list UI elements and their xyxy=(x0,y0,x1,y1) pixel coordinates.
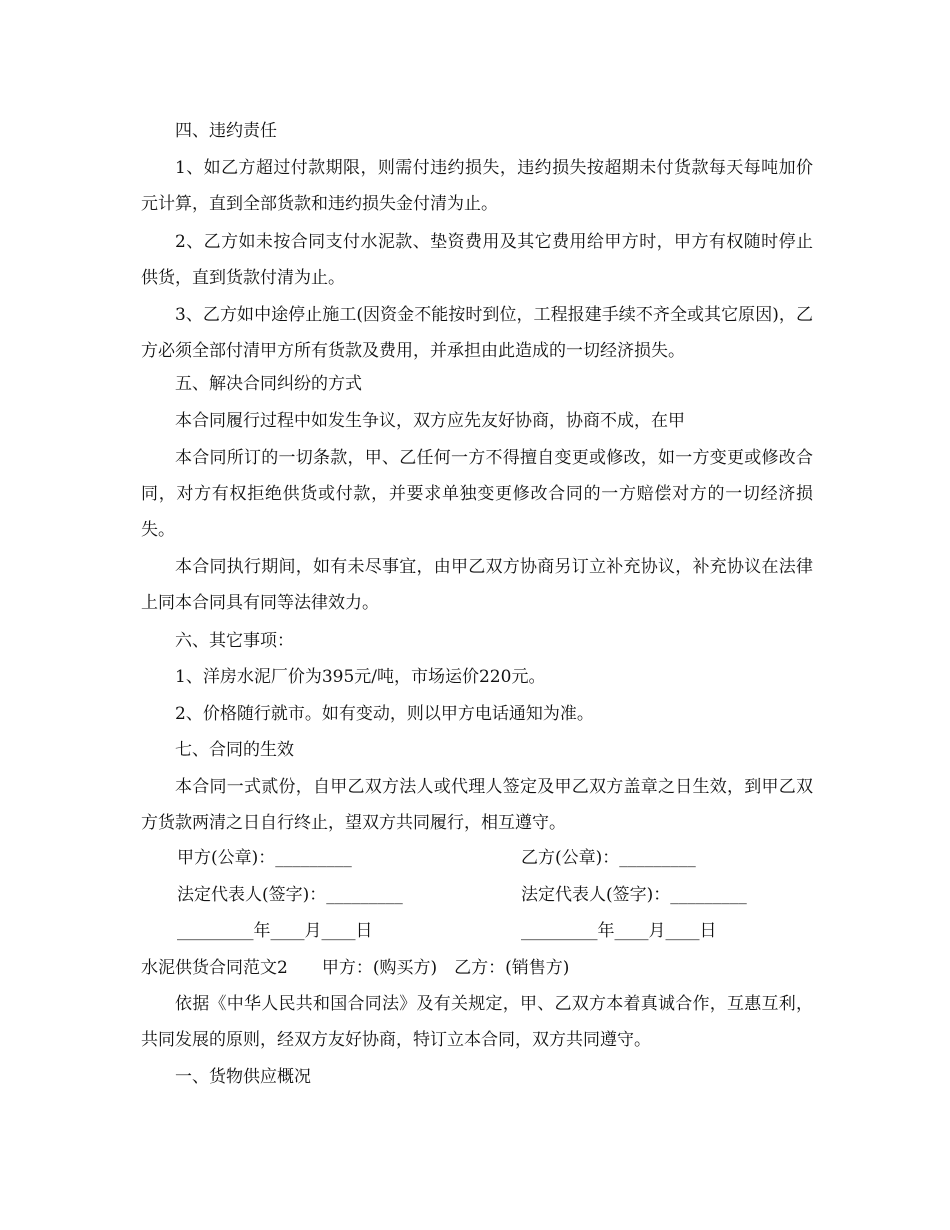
clause-paragraph: 1、洋房水泥厂价为395元/吨，市场运价220元。 xyxy=(175,667,546,687)
clause-paragraph: 本合同执行期间，如有未尽事宜，由甲乙双方协商另订立补充协议，补充协议在法律上同本合同具有同等法律效力。 xyxy=(141,557,813,613)
clause-paragraph: 2、乙方如未按合同支付水泥款、垫资费用及其它费用给甲方时，甲方有权随时停止供货，直到货款付清为止。 xyxy=(141,232,813,288)
contract-2-header: 水泥供货合同范文2 甲方：(购买方) 乙方：(销售方) xyxy=(141,958,570,978)
clause-paragraph: 本合同履行过程中如发生争议，双方应先友好协商，协商不成，在甲 xyxy=(175,411,685,431)
clause-paragraph: 1、如乙方超过付款期限，则需付违约损失，违约损失按超期未付货款每天每吨加价 元计算，直到全部货款和违约损失金付清为止。 xyxy=(141,158,813,214)
party-a-representative-field: 法定代表人(签字)：_________ xyxy=(177,885,403,905)
party-a-seal-field: 甲方(公章)：_________ xyxy=(177,848,352,868)
section-heading-breach: 四、违约责任 xyxy=(175,121,277,141)
party-b-seal-field: 乙方(公章)：_________ xyxy=(521,848,696,868)
clause-paragraph: 2、价格随行就市。如有变动，则以甲方电话通知为准。 xyxy=(175,704,594,724)
section-heading-disputes: 五、解决合同纠纷的方式 xyxy=(175,374,362,394)
party-b-representative-field: 法定代表人(签字)：_________ xyxy=(521,885,747,905)
section-heading-effect: 七、合同的生效 xyxy=(175,740,294,760)
section-heading-supply: 一、货物供应概况 xyxy=(175,1067,311,1087)
section-heading-other: 六、其它事项： xyxy=(175,631,294,651)
clause-paragraph: 3、乙方如中途停止施工(因资金不能按时到位，工程报建手续不齐全或其它原因)，乙方必须全部付清甲方所有货款及费用，并承担由此造成的一切经济损失。 xyxy=(141,305,813,361)
clause-paragraph: 本合同一式贰份，自甲乙双方法人或代理人签定及甲乙双方盖章之日生效，到甲乙双方货款两清之日自行终止，望双方共同履行，相互遵守。 xyxy=(141,777,813,833)
party-a-date-field: _________年____月____日 xyxy=(177,921,373,941)
party-b-date-field: _________年____月____日 xyxy=(521,921,717,941)
clause-paragraph: 本合同所订的一切条款，甲、乙任何一方不得擅自变更或修改，如一方变更或修改合同，对方有权拒绝供货或付款，并要求单独变更修改合同的一方赔偿对方的一切经济损失。 xyxy=(141,448,813,540)
contract-2-intro: 依据《中华人民共和国合同法》及有关规定，甲、乙双方本着真诚合作，互惠互利，共同发展的原则，经双方友好协商，特订立本合同，双方共同遵守。 xyxy=(141,994,813,1050)
